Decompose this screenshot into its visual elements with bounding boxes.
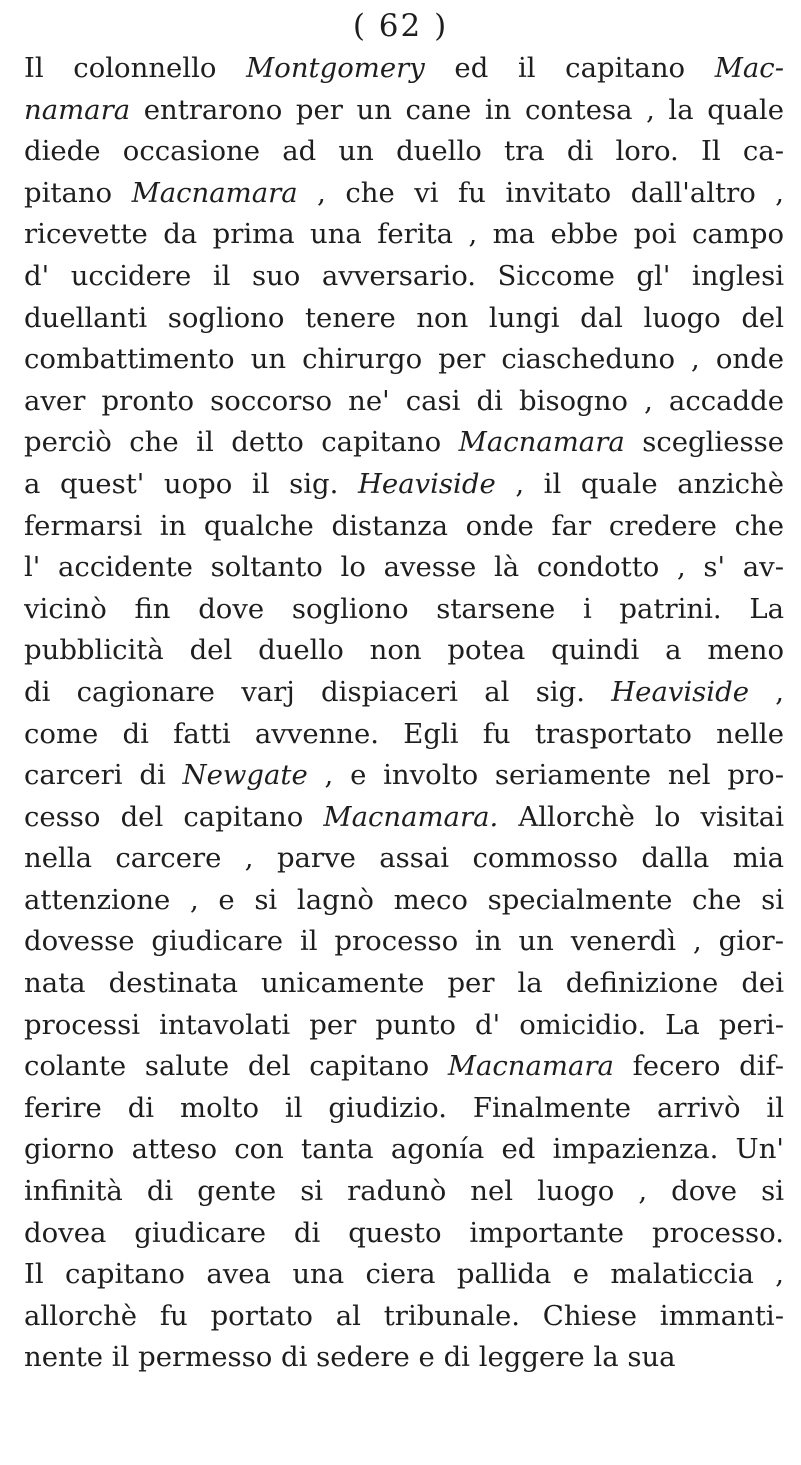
text-segment: pitano xyxy=(24,176,132,209)
text-line xyxy=(24,214,784,256)
text-line xyxy=(24,339,784,381)
page-number: ( 62 ) xyxy=(352,8,449,44)
text-line xyxy=(24,589,784,631)
text-line xyxy=(24,90,784,132)
text-segment: entrarono per un cane in contesa , la quale xyxy=(130,93,784,126)
italic-name: Heaviside xyxy=(611,675,749,708)
text-segment: , e involto seriamente nel pro- xyxy=(307,759,784,792)
text-line xyxy=(24,1254,784,1296)
text-line xyxy=(24,131,784,173)
text-segment: scegliesse xyxy=(624,426,784,459)
text-line xyxy=(24,256,784,298)
italic-name: Mac- xyxy=(714,52,784,84)
text-segment: ferire di molto il giudizio. Finalmente arrivò il xyxy=(24,1091,784,1124)
text-segment: , il quale anzichè xyxy=(495,467,784,500)
text-segment: ricevette da prima una ferita , ma ebbe poi campo xyxy=(24,218,784,251)
text-segment: combattimento un chirurgo per ciascheduno , onde xyxy=(24,343,784,376)
text-segment: , che vi fu invitato dall'altro , xyxy=(297,176,784,209)
text-segment: pubblicità del duello non potea quindi a meno xyxy=(24,634,784,667)
text-segment: fecero dif- xyxy=(613,1050,784,1083)
text-line xyxy=(24,464,784,506)
text-segment: aver pronto soccorso ne' casi di bisogno , accadde xyxy=(24,384,784,417)
text-segment: attenzione , e si lagnò meco specialmente che si xyxy=(24,883,784,916)
text-line xyxy=(24,921,784,963)
text-segment: colante salute del capitano xyxy=(24,1050,448,1083)
text-line xyxy=(24,547,784,589)
text-segment: fermarsi in qualche distanza onde far credere che xyxy=(24,509,784,542)
text-segment: infinità di gente si radunò nel luogo , dove si xyxy=(24,1175,784,1208)
text-segment: allorchè fu portato al tribunale. Chiese immanti- xyxy=(24,1299,784,1332)
text-line xyxy=(24,506,784,548)
text-line xyxy=(24,298,784,340)
text-line xyxy=(24,838,784,880)
text-line xyxy=(24,1046,784,1088)
text-segment: a quest' uopo il sig. xyxy=(24,467,358,500)
text-segment: processi intavolati per punto d' omicidio. La peri- xyxy=(24,1008,784,1041)
text-segment: ed il capitano xyxy=(424,52,715,84)
text-segment: vicinò fin dove sogliono starsene i patrini. La xyxy=(24,592,784,625)
text-line xyxy=(24,48,784,90)
text-segment: cesso del capitano xyxy=(24,800,324,833)
italic-name: Newgate xyxy=(182,759,308,792)
text-line xyxy=(24,714,784,756)
text-segment: dovea giudicare di questo importante processo. xyxy=(24,1216,784,1249)
text-line xyxy=(24,1171,784,1213)
text-line xyxy=(24,1129,784,1171)
text-segment: Il capitano avea una ciera pallida e malaticcia , xyxy=(24,1258,784,1291)
text-line xyxy=(24,672,784,714)
text-segment: diede occasione ad un duello tra di loro. Il ca- xyxy=(24,135,784,168)
text-segment: Allorchè lo visitai xyxy=(498,800,784,833)
text-line xyxy=(24,1337,784,1379)
text-line xyxy=(24,1213,784,1255)
text-segment: perciò che il detto capitano xyxy=(24,426,459,459)
italic-name: Macnamara xyxy=(447,1050,614,1083)
italic-name: namara xyxy=(24,93,131,126)
text-line xyxy=(24,422,784,464)
text-segment: nella carcere , parve assai commosso dalla mia xyxy=(24,842,784,875)
text-segment: l' accidente soltanto lo avesse là condotto , s' av- xyxy=(24,551,784,584)
text-line xyxy=(24,1088,784,1130)
text-line xyxy=(24,880,784,922)
text-line xyxy=(24,1005,784,1047)
text-line xyxy=(24,963,784,1005)
text-segment: di cagionare varj dispiaceri al sig. xyxy=(24,675,612,708)
text-line xyxy=(24,755,784,797)
text-segment: giorno atteso con tanta agonía ed impazienza. Un' xyxy=(24,1133,784,1166)
body-text xyxy=(24,48,784,1379)
text-segment: dovesse giudicare il processo in un venerdì , gior- xyxy=(24,925,784,958)
text-line xyxy=(24,381,784,423)
text-line xyxy=(24,630,784,672)
text-segment: nata destinata unicamente per la definizione dei xyxy=(24,967,784,1000)
text-segment: d' uccidere il suo avversario. Siccome gl' inglesi xyxy=(24,259,784,292)
text-segment: nente il permesso di sedere e di leggere la sua xyxy=(24,1341,676,1374)
text-segment: duellanti sogliono tenere non lungi dal luogo del xyxy=(24,301,784,334)
text-line xyxy=(24,1296,784,1338)
text-line xyxy=(24,797,784,839)
text-segment: , xyxy=(748,675,784,708)
italic-name: Macnamara xyxy=(458,426,625,459)
italic-name: Montgomery xyxy=(246,52,425,84)
text-segment: Il colonnello xyxy=(24,52,247,84)
text-segment: come di fatti avvenne. Egli fu trasportato nelle xyxy=(24,717,784,750)
italic-name: Heaviside xyxy=(357,467,496,500)
text-line xyxy=(24,173,784,215)
italic-name: Macnamara xyxy=(131,176,298,209)
italic-name: Macnamara. xyxy=(323,800,499,833)
text-segment: carceri di xyxy=(24,759,183,792)
